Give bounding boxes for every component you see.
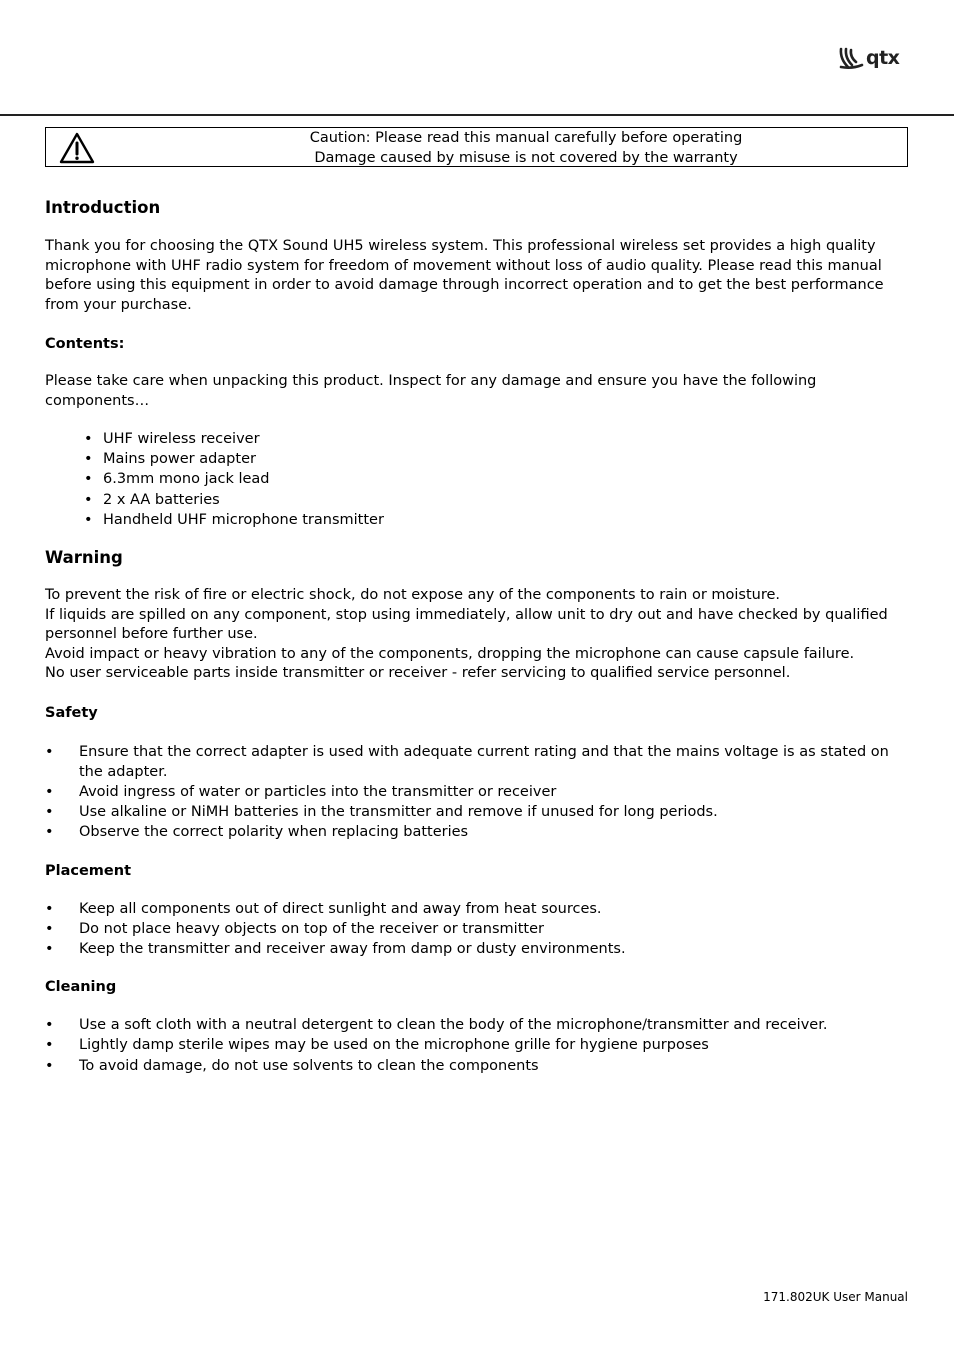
warning-line: To prevent the risk of fire or electric shock, do not expose any of the components to rain or moisture. <box>45 587 781 604</box>
bullet-icon: • <box>45 920 54 937</box>
warning-line: If liquids are spilled on any component, stop using immediately, allow unit to dry out and have checked by qualified personnel before further use. <box>45 606 888 643</box>
placement-heading: Placement <box>45 862 132 879</box>
list-item: • Ensure that the correct adapter is used with adequate current rating and that the mains voltage is as stated on the adapter. <box>45 743 889 780</box>
caution-line-1: Caution: Please read this manual carefully before operating <box>309 130 743 146</box>
list-item: • Mains power adapter <box>45 449 910 469</box>
bullet-icon: • <box>84 471 93 488</box>
list-item: • 6.3mm mono jack lead <box>45 469 910 489</box>
bullet-icon: • <box>84 511 93 528</box>
bullet-icon: • <box>45 743 54 760</box>
caution-text <box>146 129 907 168</box>
list-item: • Keep all components out of direct sunlight and away from heat sources. <box>45 899 910 919</box>
contents-heading: Contents: <box>45 336 125 352</box>
bullet-icon: • <box>45 1057 54 1074</box>
caution-line-2: Damage caused by misuse is not covered by the warranty <box>314 149 738 166</box>
bullet-icon: • <box>45 900 54 917</box>
bullet-icon: • <box>45 804 54 821</box>
list-item: • Lightly damp sterile wipes may be used on the microphone grille for hygiene purposes <box>45 1035 910 1055</box>
bullet-icon: • <box>84 491 93 508</box>
header-divider <box>0 114 954 116</box>
contents-list <box>45 429 910 530</box>
manual-content <box>45 197 910 1076</box>
warning-heading: Warning <box>45 548 123 568</box>
placement-list <box>45 899 910 960</box>
list-item: • Handheld UHF microphone transmitter <box>45 510 910 530</box>
list-item: • To avoid damage, do not use solvents to clean the components <box>45 1056 910 1076</box>
warning-triangle-icon <box>58 131 96 165</box>
list-item: • UHF wireless receiver <box>45 429 910 449</box>
contents-text: Please take care when unpacking this product. Inspect for any damage and ensure you have the following components… <box>45 373 817 409</box>
safety-list <box>45 742 910 843</box>
bullet-icon: • <box>45 940 54 957</box>
bullet-icon: • <box>84 451 93 468</box>
qtx-logo-icon <box>838 45 864 71</box>
list-item: • Observe the correct polarity when replacing batteries <box>45 822 910 842</box>
list-item: • Do not place heavy objects on top of the receiver or transmitter <box>45 919 910 939</box>
bullet-icon: • <box>45 824 54 841</box>
warning-line: No user serviceable parts inside transmitter or receiver - refer servicing to qualified service personnel. <box>45 665 791 682</box>
list-item: • Use a soft cloth with a neutral detergent to clean the body of the microphone/transmitter and receiver. <box>45 1015 910 1035</box>
logo-text: qtx <box>866 46 900 69</box>
cleaning-list <box>45 1015 910 1076</box>
page-footer: 171.802UK User Manual <box>763 1290 908 1304</box>
warning-text <box>45 586 910 684</box>
list-item: • Use alkaline or NiMH batteries in the transmitter and remove if unused for long periods. <box>45 802 910 822</box>
list-item: • Keep the transmitter and receiver away from damp or dusty environments. <box>45 939 910 959</box>
introduction-text: Thank you for choosing the QTX Sound UH5 wireless system. This professional wireless set provides a high quality microphone with UHF radio system for freedom of movement without loss of audio quality. Please read this manual before using this equipment in order to avoid damage through incorrect operation and to get the best performance from your purchase. <box>45 238 884 313</box>
bullet-icon: • <box>45 1017 54 1034</box>
introduction-heading: Introduction <box>45 198 161 217</box>
list-item: • Avoid ingress of water or particles into the transmitter or receiver <box>45 782 910 802</box>
safety-heading: Safety <box>45 704 98 721</box>
bullet-icon: • <box>45 783 54 800</box>
caution-box <box>45 127 908 167</box>
bullet-icon: • <box>84 431 93 447</box>
list-item: • 2 x AA batteries <box>45 490 910 510</box>
bullet-icon: • <box>45 1037 54 1054</box>
warning-line: Avoid impact or heavy vibration to any of the components, dropping the microphone can cause capsule failure. <box>45 645 855 662</box>
cleaning-heading: Cleaning <box>45 979 117 996</box>
brand-logo <box>838 44 910 72</box>
